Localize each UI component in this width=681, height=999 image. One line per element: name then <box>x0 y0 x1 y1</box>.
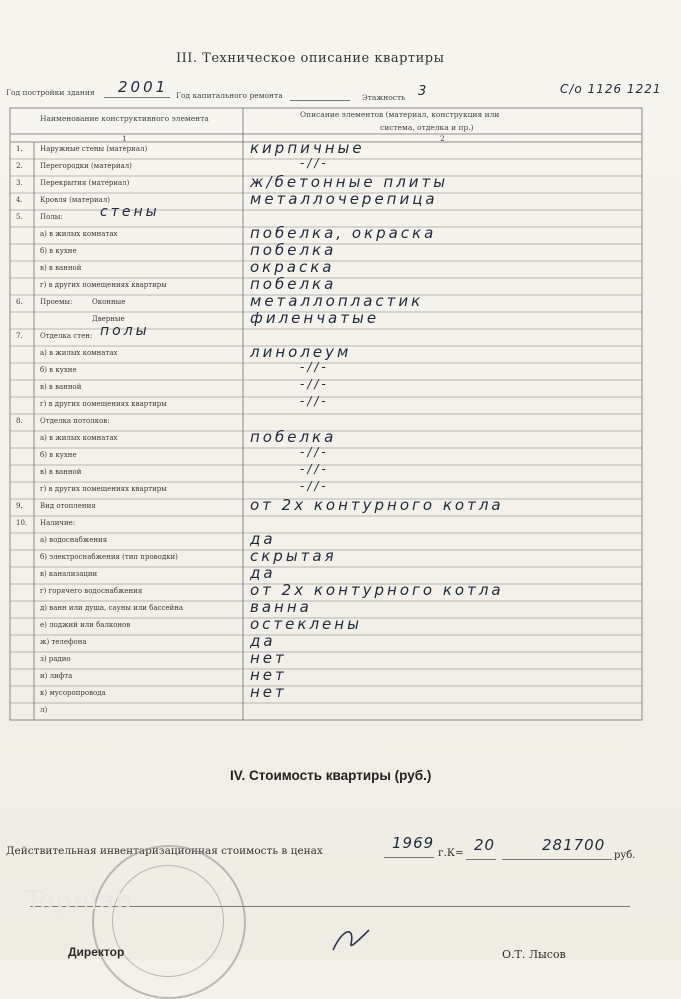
row-label: г) горячего водоснабжения <box>40 587 143 595</box>
row-label: Перегородки (материал) <box>40 162 132 170</box>
row-value: металлочерепица <box>250 190 438 208</box>
row-number: 2. <box>16 162 23 170</box>
row-value: побелка <box>250 428 337 446</box>
row-value: ж/бетонные плиты <box>250 173 449 191</box>
row-label: и) лифта <box>40 672 73 680</box>
row-label: ж) телефона <box>40 638 87 646</box>
row-label: г) в других помещениях квартиры <box>40 281 167 289</box>
year-built-value: 2001 <box>118 78 169 96</box>
row-value: кирпичные <box>250 139 365 157</box>
row-label: в) в ванной <box>40 383 82 391</box>
row-value: -//- <box>300 377 329 391</box>
row-label: Перекрытия (материал) <box>40 179 130 187</box>
director-label: Директор <box>68 945 125 959</box>
row-value: филенчатые <box>250 309 380 327</box>
row-label: Полы: <box>40 213 63 221</box>
row-value: нет <box>250 649 287 667</box>
row-label: Отделка стен: <box>40 332 93 340</box>
floor-value: 3 <box>418 84 430 99</box>
row-label: б) в кухне <box>40 366 77 374</box>
cost-prefix: Действительная инвентаризационная стоимость в ценах <box>6 845 323 857</box>
row-value: нет <box>250 666 287 684</box>
row-label: Отделка потолков: <box>40 417 110 425</box>
row-label: а) в жилых комнатах <box>40 230 118 238</box>
row-value: ванна <box>250 598 312 616</box>
row-number: 10. <box>16 519 28 527</box>
floor-label: Этажность <box>362 93 406 102</box>
row-label: Наружные стены (материал) <box>40 145 148 153</box>
director-signature <box>325 924 375 954</box>
col-header-left: Наименование конструктивного элемента <box>40 114 209 123</box>
row-number: 4. <box>16 196 23 204</box>
row-number: 6. <box>16 298 23 306</box>
row-number: 1. <box>16 145 23 153</box>
row-number: 7. <box>16 332 23 340</box>
row-value: да <box>250 564 276 582</box>
col-num-left: 1 <box>122 134 127 143</box>
section-3-title: III. Техническое описание квартиры <box>176 51 445 66</box>
cost-value: 281700 <box>542 836 606 854</box>
row-number: 8. <box>16 417 23 425</box>
row-handwritten-note: стены <box>100 204 160 220</box>
row-label: Проемы: <box>40 298 73 306</box>
watermark-logo: Topnlab <box>26 886 134 916</box>
k-value: 20 <box>474 836 496 854</box>
row-number: 3. <box>16 179 23 187</box>
year-built-label: Год постройки здания <box>6 88 95 97</box>
director-name: О.Т. Лысов <box>502 948 566 961</box>
row-number: 5. <box>16 213 23 221</box>
row-label: Кровля (материал) <box>40 196 111 204</box>
row-label: а) водоснабжения <box>40 536 108 544</box>
row-label: Наличие: <box>40 519 76 527</box>
row-label: з) радио <box>40 655 71 663</box>
col-header-right-1: Описание элементов (материал, конструкция или <box>300 110 500 119</box>
row-label: б) в кухне <box>40 247 77 255</box>
row-value: линолеум <box>250 343 352 361</box>
row-label: б) в кухне <box>40 451 77 459</box>
row-value: окраска <box>250 258 335 276</box>
row-value: остеклены <box>250 615 362 633</box>
row-label: в) в ванной <box>40 264 82 272</box>
row-label: к) мусоропровода <box>40 689 106 697</box>
row-label: а) в жилых комнатах <box>40 349 118 357</box>
row-label: а) в жилых комнатах <box>40 434 118 442</box>
row-value: -//- <box>300 445 329 459</box>
row-value: от 2х контурного котла <box>250 581 504 599</box>
row-sub-label: Дверные <box>92 315 125 323</box>
row-value: -//- <box>300 156 329 170</box>
row-label: д) ванн или душа, сауны или бассейна <box>40 604 184 612</box>
row-value: побелка <box>250 275 337 293</box>
row-handwritten-note: полы <box>100 323 150 339</box>
row-value: -//- <box>300 462 329 476</box>
row-value: металлопластик <box>250 292 424 310</box>
row-label: в) в ванной <box>40 468 82 476</box>
row-value: скрытая <box>250 547 337 565</box>
section-4-title: IV. Стоимость квартиры (руб.) <box>230 768 432 783</box>
row-value: -//- <box>300 394 329 408</box>
row-value: побелка, окраска <box>250 224 437 242</box>
k-label: г.К= <box>438 847 464 859</box>
row-value: от 2х контурного котла <box>250 496 504 514</box>
row-label: г) в других помещениях квартиры <box>40 400 167 408</box>
row-value: -//- <box>300 479 329 493</box>
row-sub-label: Оконные <box>92 298 126 306</box>
row-value: да <box>250 530 276 548</box>
row-value: побелка <box>250 241 337 259</box>
row-value: -//- <box>300 360 329 374</box>
row-label: л) <box>40 706 48 714</box>
round-stamp <box>92 845 246 999</box>
col-num-right: 2 <box>440 134 445 143</box>
cadastre-value: С/о 1126 1221 <box>560 82 662 96</box>
col-header-right-2: система, отделка и пр.) <box>380 123 474 132</box>
row-label: Вид отопления <box>40 502 96 510</box>
row-label: е) лоджий или балконов <box>40 621 131 629</box>
row-number: 9. <box>16 502 23 510</box>
capital-repair-label: Год капитального ремонта <box>176 91 283 100</box>
currency-label: руб. <box>614 850 636 861</box>
cost-year-value: 1969 <box>392 834 435 852</box>
row-value: да <box>250 632 276 650</box>
row-label: в) канализации <box>40 570 98 578</box>
row-value: нет <box>250 683 287 701</box>
row-label: б) электроснабжения (тип проводки) <box>40 553 178 561</box>
row-label: г) в других помещениях квартиры <box>40 485 167 493</box>
